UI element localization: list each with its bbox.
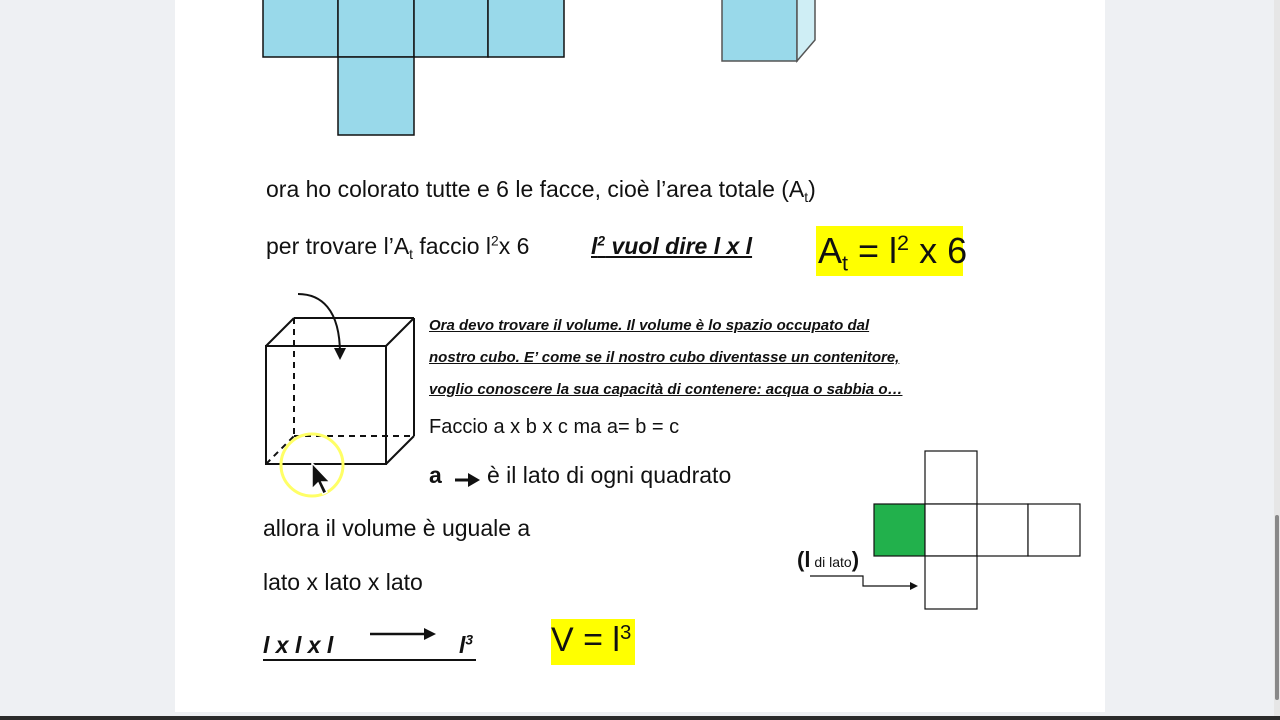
l-cubed-text: $l^3$ bbox=[459, 632, 474, 658]
scrollbar-thumb[interactable] bbox=[1275, 515, 1279, 700]
l-squared-note: $l^2$ vuol dire l x l bbox=[591, 233, 753, 259]
formula-underline bbox=[263, 659, 476, 661]
right-arrow-icon bbox=[455, 470, 481, 490]
volume-formula: $V = l^3$ bbox=[551, 621, 632, 659]
lato-product-sentence: lato x lato x lato bbox=[263, 569, 423, 595]
blue-cube-net bbox=[262, 0, 567, 138]
a-label: a bbox=[429, 462, 442, 488]
bottom-edge-bar bbox=[0, 716, 1280, 720]
area-total-sentence: ora ho colorato tutte e 6 le facce, cioè l’area totale $(A_t)$ bbox=[266, 176, 816, 205]
blue-cube-3d bbox=[719, 0, 819, 64]
side-label-pointer-icon bbox=[808, 574, 923, 592]
lato-description: è il lato di ogni quadrato bbox=[487, 462, 732, 488]
allora-sentence: allora il volume è uguale a bbox=[263, 515, 531, 541]
volume-paragraph-line3: voglio conoscere la sua capacità di contenere: acqua o sabbia o… bbox=[429, 381, 903, 398]
area-method-sentence: per trovare $l’A_t$ faccio $l^2x$ 6 bbox=[266, 233, 530, 262]
side-label: (l di lato) bbox=[797, 547, 860, 572]
lxlxl-text: l x l x l bbox=[263, 632, 334, 658]
vertical-scrollbar[interactable] bbox=[1274, 0, 1280, 720]
faccio-sentence: Faccio a x b x c ma a= b = c bbox=[429, 416, 680, 438]
cursor-arrow-icon bbox=[310, 462, 334, 496]
volume-paragraph-line2: nostro cubo. E’ come se il nostro cubo diventasse un contenitore, bbox=[429, 349, 900, 366]
long-arrow-icon bbox=[368, 624, 440, 644]
area-formula: $A_t = l^2$ x 6 bbox=[818, 230, 968, 276]
volume-paragraph-line1: Ora devo trovare il volume. Il volume è lo spazio occupato dal bbox=[429, 317, 870, 334]
